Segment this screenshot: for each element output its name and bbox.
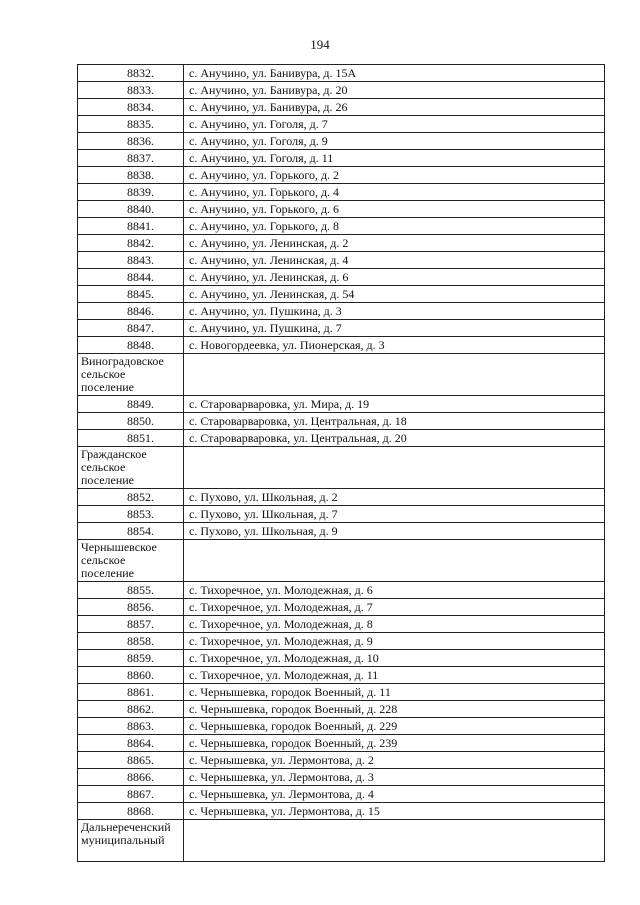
table-row — [78, 320, 605, 337]
row-number: 8854. — [78, 523, 184, 540]
address-table-body — [78, 65, 605, 862]
row-number: 8839. — [78, 184, 184, 201]
section-name: Дальнереченский муниципальный — [78, 820, 184, 862]
row-address: с. Анучино, ул. Гоголя, д. 11 — [184, 150, 605, 167]
row-number: 8864. — [78, 735, 184, 752]
table-row — [78, 718, 605, 735]
table-row — [78, 430, 605, 447]
section-header-row — [78, 354, 605, 396]
row-number: 8865. — [78, 752, 184, 769]
table-row — [78, 752, 605, 769]
row-address: с. Анучино, ул. Горького, д. 4 — [184, 184, 605, 201]
row-number: 8867. — [78, 786, 184, 803]
table-row — [78, 82, 605, 99]
section-name: Гражданское сельское поселение — [78, 447, 184, 489]
row-number: 8843. — [78, 252, 184, 269]
page-number: 194 — [310, 37, 330, 52]
row-number: 8845. — [78, 286, 184, 303]
row-number: 8851. — [78, 430, 184, 447]
row-address: с. Пухово, ул. Школьная, д. 2 — [184, 489, 605, 506]
table-row — [78, 489, 605, 506]
section-header-row — [78, 447, 605, 489]
section-name: Виноградовское сельское поселение — [78, 354, 184, 396]
row-number: 8852. — [78, 489, 184, 506]
section-empty-cell — [184, 354, 605, 396]
table-row — [78, 735, 605, 752]
row-number: 8849. — [78, 396, 184, 413]
table-row — [78, 599, 605, 616]
table-row — [78, 413, 605, 430]
row-number: 8855. — [78, 582, 184, 599]
row-number: 8848. — [78, 337, 184, 354]
row-number: 8853. — [78, 506, 184, 523]
table-row — [78, 252, 605, 269]
row-address: с. Анучино, ул. Ленинская, д. 6 — [184, 269, 605, 286]
table-row — [78, 235, 605, 252]
table-row — [78, 167, 605, 184]
section-header-row — [78, 540, 605, 582]
row-address: с. Анучино, ул. Ленинская, д. 4 — [184, 252, 605, 269]
section-empty-cell — [184, 540, 605, 582]
table-row — [78, 99, 605, 116]
row-number: 8838. — [78, 167, 184, 184]
table-row — [78, 133, 605, 150]
row-address: с. Анучино, ул. Пушкина, д. 3 — [184, 303, 605, 320]
row-address: с. Тихоречное, ул. Молодежная, д. 11 — [184, 667, 605, 684]
row-address: с. Тихоречное, ул. Молодежная, д. 8 — [184, 616, 605, 633]
row-address: с. Анучино, ул. Гоголя, д. 9 — [184, 133, 605, 150]
row-number: 8850. — [78, 413, 184, 430]
row-number: 8856. — [78, 599, 184, 616]
row-number: 8844. — [78, 269, 184, 286]
table-row — [78, 184, 605, 201]
row-number: 8859. — [78, 650, 184, 667]
table-row — [78, 337, 605, 354]
address-table — [77, 64, 605, 862]
table-row — [78, 667, 605, 684]
row-address: с. Тихоречное, ул. Молодежная, д. 9 — [184, 633, 605, 650]
row-address: с. Староварваровка, ул. Мира, д. 19 — [184, 396, 605, 413]
table-row — [78, 286, 605, 303]
table-row — [78, 616, 605, 633]
row-number: 8834. — [78, 99, 184, 116]
row-number: 8832. — [78, 65, 184, 82]
row-number: 8860. — [78, 667, 184, 684]
table-row — [78, 303, 605, 320]
row-address: с. Тихоречное, ул. Молодежная, д. 7 — [184, 599, 605, 616]
table-row — [78, 786, 605, 803]
table-row — [78, 582, 605, 599]
row-address: с. Анучино, ул. Горького, д. 8 — [184, 218, 605, 235]
section-header-row — [78, 820, 605, 862]
table-row — [78, 769, 605, 786]
table-row — [78, 701, 605, 718]
row-number: 8837. — [78, 150, 184, 167]
row-address: с. Анучино, ул. Гоголя, д. 7 — [184, 116, 605, 133]
table-row — [78, 150, 605, 167]
row-number: 8857. — [78, 616, 184, 633]
row-address: с. Староварваровка, ул. Центральная, д. 18 — [184, 413, 605, 430]
row-number: 8858. — [78, 633, 184, 650]
row-address: с. Чернышевка, ул. Лермонтова, д. 2 — [184, 752, 605, 769]
row-address: с. Чернышевка, городок Военный, д. 11 — [184, 684, 605, 701]
table-row — [78, 506, 605, 523]
row-address: с. Анучино, ул. Ленинская, д. 54 — [184, 286, 605, 303]
row-address: с. Чернышевка, городок Военный, д. 229 — [184, 718, 605, 735]
table-row — [78, 650, 605, 667]
row-number: 8862. — [78, 701, 184, 718]
row-address: с. Староварваровка, ул. Центральная, д. 20 — [184, 430, 605, 447]
table-row — [78, 684, 605, 701]
table-row — [78, 633, 605, 650]
table-row — [78, 218, 605, 235]
table-row — [78, 396, 605, 413]
row-number: 8846. — [78, 303, 184, 320]
table-row — [78, 269, 605, 286]
row-number: 8866. — [78, 769, 184, 786]
row-address: с. Новогордеевка, ул. Пионерская, д. 3 — [184, 337, 605, 354]
row-number: 8841. — [78, 218, 184, 235]
section-name: Чернышевское сельское поселение — [78, 540, 184, 582]
row-address: с. Тихоречное, ул. Молодежная, д. 6 — [184, 582, 605, 599]
row-address: с. Чернышевка, ул. Лермонтова, д. 4 — [184, 786, 605, 803]
row-address: с. Анучино, ул. Банивура, д. 26 — [184, 99, 605, 116]
row-number: 8835. — [78, 116, 184, 133]
row-address: с. Чернышевка, городок Военный, д. 239 — [184, 735, 605, 752]
row-address: с. Анучино, ул. Горького, д. 6 — [184, 201, 605, 218]
row-address: с. Пухово, ул. Школьная, д. 7 — [184, 506, 605, 523]
row-number: 8842. — [78, 235, 184, 252]
table-row — [78, 65, 605, 82]
row-number: 8833. — [78, 82, 184, 99]
row-number: 8840. — [78, 201, 184, 218]
table-row — [78, 201, 605, 218]
row-address: с. Анучино, ул. Ленинская, д. 2 — [184, 235, 605, 252]
row-address: с. Анучино, ул. Банивура, д. 15А — [184, 65, 605, 82]
row-number: 8836. — [78, 133, 184, 150]
row-number: 8861. — [78, 684, 184, 701]
table-row — [78, 523, 605, 540]
row-address: с. Анучино, ул. Банивура, д. 20 — [184, 82, 605, 99]
row-number: 8863. — [78, 718, 184, 735]
table-row — [78, 116, 605, 133]
row-address: с. Чернышевка, ул. Лермонтова, д. 3 — [184, 769, 605, 786]
row-address: с. Чернышевка, ул. Лермонтова, д. 15 — [184, 803, 605, 820]
row-address: с. Анучино, ул. Пушкина, д. 7 — [184, 320, 605, 337]
row-address: с. Тихоречное, ул. Молодежная, д. 10 — [184, 650, 605, 667]
table-row — [78, 803, 605, 820]
row-address: с. Анучино, ул. Горького, д. 2 — [184, 167, 605, 184]
row-address: с. Чернышевка, городок Военный, д. 228 — [184, 701, 605, 718]
row-number: 8868. — [78, 803, 184, 820]
section-empty-cell — [184, 447, 605, 489]
row-address: с. Пухово, ул. Школьная, д. 9 — [184, 523, 605, 540]
section-empty-cell — [184, 820, 605, 862]
row-number: 8847. — [78, 320, 184, 337]
